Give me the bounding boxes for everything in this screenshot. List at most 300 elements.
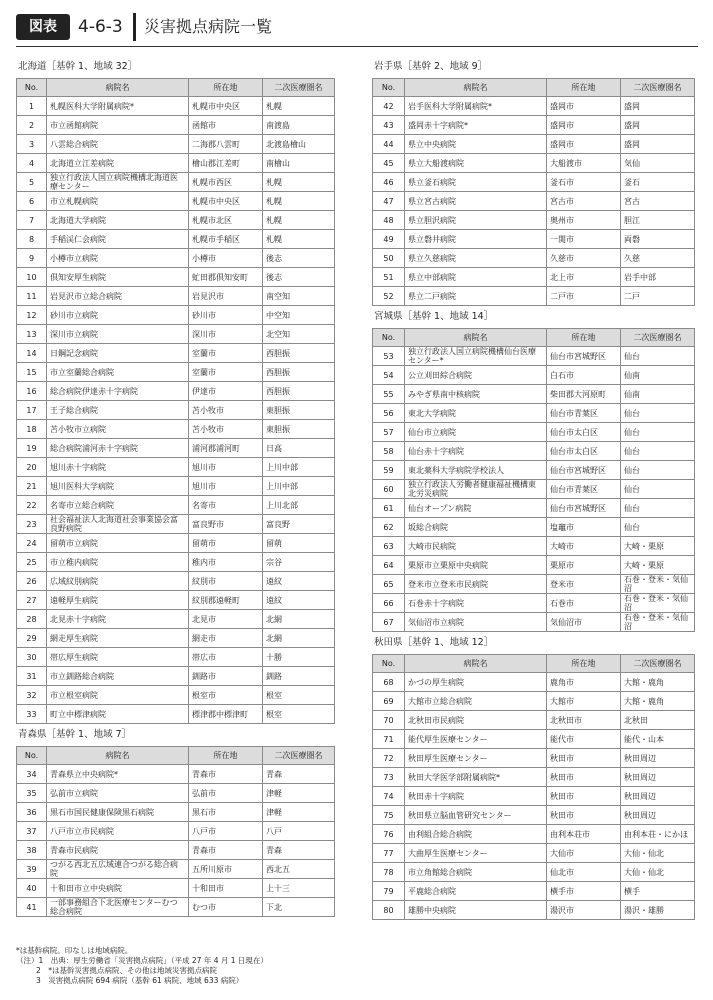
medical-area: 両磐 xyxy=(621,230,695,249)
hospital-location: 五所川原市 xyxy=(189,860,263,879)
table-row xyxy=(373,366,695,385)
table-row xyxy=(17,515,335,534)
hospital-location: 盛岡市 xyxy=(547,116,621,135)
table-row xyxy=(373,806,695,825)
hospital-name: 倶知安厚生病院 xyxy=(47,268,189,287)
row-number: 35 xyxy=(17,784,47,803)
row-number: 44 xyxy=(373,135,405,154)
hospital-name: 仙台オープン病院 xyxy=(405,499,547,518)
hospital-location: 秋田市 xyxy=(547,787,621,806)
row-number: 78 xyxy=(373,863,405,882)
table-row xyxy=(17,382,335,401)
col-header-no: No. xyxy=(17,79,47,97)
col-header-name: 病院名 xyxy=(405,329,547,347)
hospital-name: 名寄市立総合病院 xyxy=(47,496,189,515)
right-column xyxy=(372,60,694,924)
row-number: 80 xyxy=(373,901,405,920)
medical-area: 北秋田 xyxy=(621,711,695,730)
hospital-name: 秋田大学医学部附属病院* xyxy=(405,768,547,787)
hospital-table xyxy=(372,78,695,306)
hospital-location: 北秋田市 xyxy=(547,711,621,730)
hospital-location: 浦河郡浦河町 xyxy=(189,439,263,458)
col-header-location: 所在地 xyxy=(189,747,263,765)
row-number: 48 xyxy=(373,211,405,230)
hospital-location: 湯沢市 xyxy=(547,901,621,920)
row-number: 36 xyxy=(17,803,47,822)
hospital-name: 秋田厚生医療センター xyxy=(405,749,547,768)
footnote: *は基幹病院。印なしは地域病院。 xyxy=(16,946,133,955)
hospital-name: 県立胆沢病院 xyxy=(405,211,547,230)
row-number: 40 xyxy=(17,879,47,898)
hospital-location: 仙台市宮城野区 xyxy=(547,461,621,480)
row-number: 73 xyxy=(373,768,405,787)
row-number: 18 xyxy=(17,420,47,439)
medical-area: 上十三 xyxy=(263,879,335,898)
hospital-location: 盛岡市 xyxy=(547,135,621,154)
table-row xyxy=(17,610,335,629)
table-row xyxy=(373,844,695,863)
hospital-name: 北海道大学病院 xyxy=(47,211,189,230)
hospital-name: 県立宮古病院 xyxy=(405,192,547,211)
hospital-name: 県立釜石病院 xyxy=(405,173,547,192)
hospital-name: 坂総合病院 xyxy=(405,518,547,537)
medical-area: 西胆振 xyxy=(263,344,335,363)
table-row xyxy=(17,879,335,898)
table-row xyxy=(373,423,695,442)
table-row xyxy=(373,230,695,249)
medical-area: 西胆振 xyxy=(263,363,335,382)
hospital-name: 由利組合総合病院 xyxy=(405,825,547,844)
hospital-name: 大崎市民病院 xyxy=(405,537,547,556)
table-row xyxy=(373,711,695,730)
table-row xyxy=(373,135,695,154)
hospital-table xyxy=(16,746,335,917)
table-row xyxy=(17,230,335,249)
col-header-name: 病院名 xyxy=(405,79,547,97)
hospital-location: 旭川市 xyxy=(189,458,263,477)
medical-area: 東胆振 xyxy=(263,401,335,420)
hospital-location: 柴田郡大河原町 xyxy=(547,385,621,404)
table-row xyxy=(17,860,335,879)
medical-area: 秋田周辺 xyxy=(621,806,695,825)
hospital-location: 十和田市 xyxy=(189,879,263,898)
hospital-location: 栗原市 xyxy=(547,556,621,575)
hospital-location: 苫小牧市 xyxy=(189,420,263,439)
row-number: 7 xyxy=(17,211,47,230)
medical-area: 仙南 xyxy=(621,366,695,385)
section-title: 青森県［基幹 1、地域 7］ xyxy=(18,729,132,740)
col-header-name: 病院名 xyxy=(47,747,189,765)
table-row xyxy=(17,135,335,154)
hospital-location: 札幌市中央区 xyxy=(189,97,263,116)
hospital-location: 深川市 xyxy=(189,325,263,344)
row-number: 21 xyxy=(17,477,47,496)
hospital-location: 札幌市北区 xyxy=(189,211,263,230)
col-header-location: 所在地 xyxy=(547,655,621,673)
medical-area: 下北 xyxy=(263,898,335,917)
table-row xyxy=(17,591,335,610)
medical-area: 能代・山本 xyxy=(621,730,695,749)
table-row xyxy=(17,116,335,135)
row-number: 79 xyxy=(373,882,405,901)
row-number: 47 xyxy=(373,192,405,211)
row-number: 32 xyxy=(17,686,47,705)
medical-area: 根室 xyxy=(263,686,335,705)
table-row xyxy=(373,385,695,404)
hospital-name: 気仙沼市立病院 xyxy=(405,613,547,632)
row-number: 20 xyxy=(17,458,47,477)
hospital-location: 釧路市 xyxy=(189,667,263,686)
hospital-location: 札幌市手稲区 xyxy=(189,230,263,249)
row-number: 10 xyxy=(17,268,47,287)
medical-area: 西北五 xyxy=(263,860,335,879)
medical-area: 秋田周辺 xyxy=(621,749,695,768)
hospital-location: 大崎市 xyxy=(547,537,621,556)
left-column xyxy=(16,60,334,921)
hospital-name: 市立釧路総合病院 xyxy=(47,667,189,686)
hospital-name: つがる西北五広域連合つがる総合病院 xyxy=(47,860,189,879)
row-number: 3 xyxy=(17,135,47,154)
table-row xyxy=(373,287,695,306)
hospital-table xyxy=(372,654,695,920)
table-row xyxy=(17,841,335,860)
hospital-location: 青森市 xyxy=(189,765,263,784)
table-row xyxy=(17,686,335,705)
table-row xyxy=(17,211,335,230)
col-header-location: 所在地 xyxy=(547,79,621,97)
row-number: 62 xyxy=(373,518,405,537)
row-number: 2 xyxy=(17,116,47,135)
row-number: 66 xyxy=(373,594,405,613)
table-row xyxy=(373,347,695,366)
hospital-name: 東北大学病院 xyxy=(405,404,547,423)
medical-area: 由利本荘・にかほ xyxy=(621,825,695,844)
hospital-location: 仙台市青葉区 xyxy=(547,404,621,423)
row-number: 52 xyxy=(373,287,405,306)
row-number: 39 xyxy=(17,860,47,879)
hospital-name: 仙台赤十字病院 xyxy=(405,442,547,461)
hospital-location: 檜山郡江差町 xyxy=(189,154,263,173)
hospital-location: 秋田市 xyxy=(547,768,621,787)
medical-area: 北空知 xyxy=(263,325,335,344)
medical-area: 秋田周辺 xyxy=(621,768,695,787)
table-row xyxy=(373,97,695,116)
medical-area: 青森 xyxy=(263,765,335,784)
table-row xyxy=(373,173,695,192)
table-row xyxy=(373,499,695,518)
medical-area: 根室 xyxy=(263,705,335,724)
table-row xyxy=(373,749,695,768)
hospital-name: 秋田県立脳血管研究センター xyxy=(405,806,547,825)
hospital-name: 県立磐井病院 xyxy=(405,230,547,249)
medical-area: 石巻・登米・気仙沼 xyxy=(621,613,695,632)
medical-area: 札幌 xyxy=(263,230,335,249)
medical-area: 盛岡 xyxy=(621,97,695,116)
table-row xyxy=(373,480,695,499)
col-header-area: 二次医療圏名 xyxy=(621,79,695,97)
table-row xyxy=(17,898,335,917)
row-number: 38 xyxy=(17,841,47,860)
hospital-table xyxy=(16,78,335,724)
row-number: 33 xyxy=(17,705,47,724)
row-number: 24 xyxy=(17,534,47,553)
medical-area: 仙台 xyxy=(621,404,695,423)
medical-area: 仙台 xyxy=(621,442,695,461)
medical-area: 仙台 xyxy=(621,499,695,518)
medical-area: 南空知 xyxy=(263,287,335,306)
hospital-location: 黒石市 xyxy=(189,803,263,822)
table-row xyxy=(373,575,695,594)
row-number: 31 xyxy=(17,667,47,686)
hospital-name: 留萌市立病院 xyxy=(47,534,189,553)
table-header-row xyxy=(17,79,335,97)
hospital-name: 黒石市国民健康保険黒石病院 xyxy=(47,803,189,822)
medical-area: 中空知 xyxy=(263,306,335,325)
table-row xyxy=(17,363,335,382)
table-row xyxy=(17,268,335,287)
hospital-location: 留萌市 xyxy=(189,534,263,553)
col-header-no: No. xyxy=(17,747,47,765)
footnote: （注）1 出典：厚生労働省「災害拠点病院」（平成 27 年 4 月 1 日現在） xyxy=(16,956,268,965)
row-number: 69 xyxy=(373,692,405,711)
medical-area: 石巻・登米・気仙沼 xyxy=(621,594,695,613)
medical-area: 留萌 xyxy=(263,534,335,553)
hospital-name: 石巻赤十字病院 xyxy=(405,594,547,613)
row-number: 58 xyxy=(373,442,405,461)
row-number: 76 xyxy=(373,825,405,844)
medical-area: 大仙・仙北 xyxy=(621,863,695,882)
hospital-table xyxy=(372,328,695,632)
medical-area: 湯沢・雄勝 xyxy=(621,901,695,920)
col-header-name: 病院名 xyxy=(47,79,189,97)
hospital-location: 網走市 xyxy=(189,629,263,648)
hospital-name: 岩手医科大学附属病院* xyxy=(405,97,547,116)
medical-area: 青森 xyxy=(263,841,335,860)
hospital-name: 青森県立中央病院* xyxy=(47,765,189,784)
table-header-row xyxy=(373,329,695,347)
medical-area: 南檜山 xyxy=(263,154,335,173)
hospital-location: 小樽市 xyxy=(189,249,263,268)
table-row xyxy=(17,648,335,667)
row-number: 5 xyxy=(17,173,47,192)
table-row xyxy=(17,534,335,553)
row-number: 71 xyxy=(373,730,405,749)
row-number: 15 xyxy=(17,363,47,382)
medical-area: 釜石 xyxy=(621,173,695,192)
hospital-location: 名寄市 xyxy=(189,496,263,515)
table-row xyxy=(17,192,335,211)
table-header-row xyxy=(17,747,335,765)
hospital-location: 二戸市 xyxy=(547,287,621,306)
row-number: 41 xyxy=(17,898,47,917)
row-number: 50 xyxy=(373,249,405,268)
table-row xyxy=(17,822,335,841)
table-row xyxy=(373,404,695,423)
table-row xyxy=(17,97,335,116)
table-row xyxy=(17,325,335,344)
row-number: 63 xyxy=(373,537,405,556)
row-number: 60 xyxy=(373,480,405,499)
medical-area: 北網 xyxy=(263,629,335,648)
hospital-name: 市立角館総合病院 xyxy=(405,863,547,882)
hospital-name: 町立中標津病院 xyxy=(47,705,189,724)
hospital-name: 市立札幌病院 xyxy=(47,192,189,211)
medical-area: 仙台 xyxy=(621,518,695,537)
hospital-location: 北上市 xyxy=(547,268,621,287)
col-header-no: No. xyxy=(373,655,405,673)
table-row xyxy=(17,553,335,572)
table-row xyxy=(17,667,335,686)
medical-area: 宮古 xyxy=(621,192,695,211)
hospital-name: 弘前市立病院 xyxy=(47,784,189,803)
hospital-location: 釜石市 xyxy=(547,173,621,192)
table-row xyxy=(17,401,335,420)
row-number: 72 xyxy=(373,749,405,768)
hospital-name: かづの厚生病院 xyxy=(405,673,547,692)
hospital-section xyxy=(372,636,694,920)
medical-area: 胆江 xyxy=(621,211,695,230)
section-title: 北海道［基幹 1、地域 32］ xyxy=(18,61,138,72)
hospital-name: 深川市立病院 xyxy=(47,325,189,344)
row-number: 56 xyxy=(373,404,405,423)
medical-area: 遠紋 xyxy=(263,591,335,610)
table-row xyxy=(373,768,695,787)
table-row xyxy=(373,537,695,556)
table-row xyxy=(17,572,335,591)
row-number: 28 xyxy=(17,610,47,629)
hospital-name: 一部事務組合下北医療センターむつ総合病院 xyxy=(47,898,189,917)
hospital-location: 稚内市 xyxy=(189,553,263,572)
hospital-location: 能代市 xyxy=(547,730,621,749)
row-number: 46 xyxy=(373,173,405,192)
hospital-location: 帯広市 xyxy=(189,648,263,667)
row-number: 64 xyxy=(373,556,405,575)
table-row xyxy=(17,458,335,477)
hospital-location: 気仙沼市 xyxy=(547,613,621,632)
col-header-area: 二次医療圏名 xyxy=(263,79,335,97)
hospital-location: 紋別市 xyxy=(189,572,263,591)
hospital-location: 一関市 xyxy=(547,230,621,249)
hospital-name: 網走厚生病院 xyxy=(47,629,189,648)
hospital-name: 市立函館病院 xyxy=(47,116,189,135)
table-row xyxy=(17,344,335,363)
hospital-location: 函館市 xyxy=(189,116,263,135)
medical-area: 大館・鹿角 xyxy=(621,673,695,692)
medical-area: 遠紋 xyxy=(263,572,335,591)
hospital-location: 秋田市 xyxy=(547,806,621,825)
medical-area: 盛岡 xyxy=(621,135,695,154)
table-row xyxy=(373,154,695,173)
table-row xyxy=(373,825,695,844)
medical-area: 岩手中部 xyxy=(621,268,695,287)
medical-area: 後志 xyxy=(263,249,335,268)
table-row xyxy=(17,784,335,803)
medical-area: 後志 xyxy=(263,268,335,287)
hospital-section xyxy=(16,60,334,724)
table-header-row xyxy=(373,79,695,97)
hospital-location: 仙台市宮城野区 xyxy=(547,347,621,366)
table-row xyxy=(17,477,335,496)
medical-area: 津軽 xyxy=(263,784,335,803)
hospital-name: 雄勝中央病院 xyxy=(405,901,547,920)
table-row xyxy=(373,882,695,901)
row-number: 75 xyxy=(373,806,405,825)
medical-area: 仙台 xyxy=(621,480,695,499)
medical-area: 札幌 xyxy=(263,173,335,192)
hospital-name: 遠軽厚生病院 xyxy=(47,591,189,610)
hospital-location: 仙台市青葉区 xyxy=(547,480,621,499)
medical-area: 上川中部 xyxy=(263,477,335,496)
row-number: 55 xyxy=(373,385,405,404)
hospital-name: 小樽市立病院 xyxy=(47,249,189,268)
col-header-area: 二次医療圏名 xyxy=(621,655,695,673)
table-row xyxy=(373,730,695,749)
hospital-location: 弘前市 xyxy=(189,784,263,803)
row-number: 77 xyxy=(373,844,405,863)
hospital-name: 社会福祉法人北海道社会事業協会富良野病院 xyxy=(47,515,189,534)
row-number: 26 xyxy=(17,572,47,591)
hospital-name: 日鋼記念病院 xyxy=(47,344,189,363)
header-divider xyxy=(133,13,136,41)
table-row xyxy=(373,787,695,806)
hospital-name: 県立中部病院 xyxy=(405,268,547,287)
table-row xyxy=(373,461,695,480)
medical-area: 八戸 xyxy=(263,822,335,841)
hospital-location: 岩見沢市 xyxy=(189,287,263,306)
table-row xyxy=(17,306,335,325)
medical-area: 大崎・栗原 xyxy=(621,556,695,575)
hospital-name: 県立二戸病院 xyxy=(405,287,547,306)
hospital-name: 県立中央病院 xyxy=(405,135,547,154)
row-number: 74 xyxy=(373,787,405,806)
row-number: 1 xyxy=(17,97,47,116)
hospital-name: 総合病院浦河赤十字病院 xyxy=(47,439,189,458)
figure-header xyxy=(16,10,698,47)
hospital-location: 虻田郡倶知安町 xyxy=(189,268,263,287)
hospital-location: 仙台市太白区 xyxy=(547,442,621,461)
hospital-location: 苫小牧市 xyxy=(189,401,263,420)
hospital-name: 苫小牧市立病院 xyxy=(47,420,189,439)
hospital-name: 北秋田市民病院 xyxy=(405,711,547,730)
table-row xyxy=(17,154,335,173)
medical-area: 仙台 xyxy=(621,423,695,442)
hospital-name: 王子総合病院 xyxy=(47,401,189,420)
medical-area: 札幌 xyxy=(263,211,335,230)
hospital-location: 石巻市 xyxy=(547,594,621,613)
hospital-name: 市立稚内病院 xyxy=(47,553,189,572)
medical-area: 西胆振 xyxy=(263,382,335,401)
table-row xyxy=(17,496,335,515)
row-number: 70 xyxy=(373,711,405,730)
hospital-location: 秋田市 xyxy=(547,749,621,768)
medical-area: 盛岡 xyxy=(621,116,695,135)
hospital-name: 旭川医科大学病院 xyxy=(47,477,189,496)
hospital-name: 大館市立総合病院 xyxy=(405,692,547,711)
row-number: 22 xyxy=(17,496,47,515)
table-row xyxy=(373,594,695,613)
table-row xyxy=(373,518,695,537)
table-row xyxy=(373,613,695,632)
col-header-area: 二次医療圏名 xyxy=(621,329,695,347)
medical-area: 宗谷 xyxy=(263,553,335,572)
medical-area: 秋田周辺 xyxy=(621,787,695,806)
hospital-name: 盛岡赤十字病院* xyxy=(405,116,547,135)
hospital-name: 独立行政法人労働者健康福祉機構東北労災病院 xyxy=(405,480,547,499)
hospital-location: 室蘭市 xyxy=(189,363,263,382)
medical-area: 津軽 xyxy=(263,803,335,822)
hospital-name: 栗原市立栗原中央病院 xyxy=(405,556,547,575)
row-number: 4 xyxy=(17,154,47,173)
